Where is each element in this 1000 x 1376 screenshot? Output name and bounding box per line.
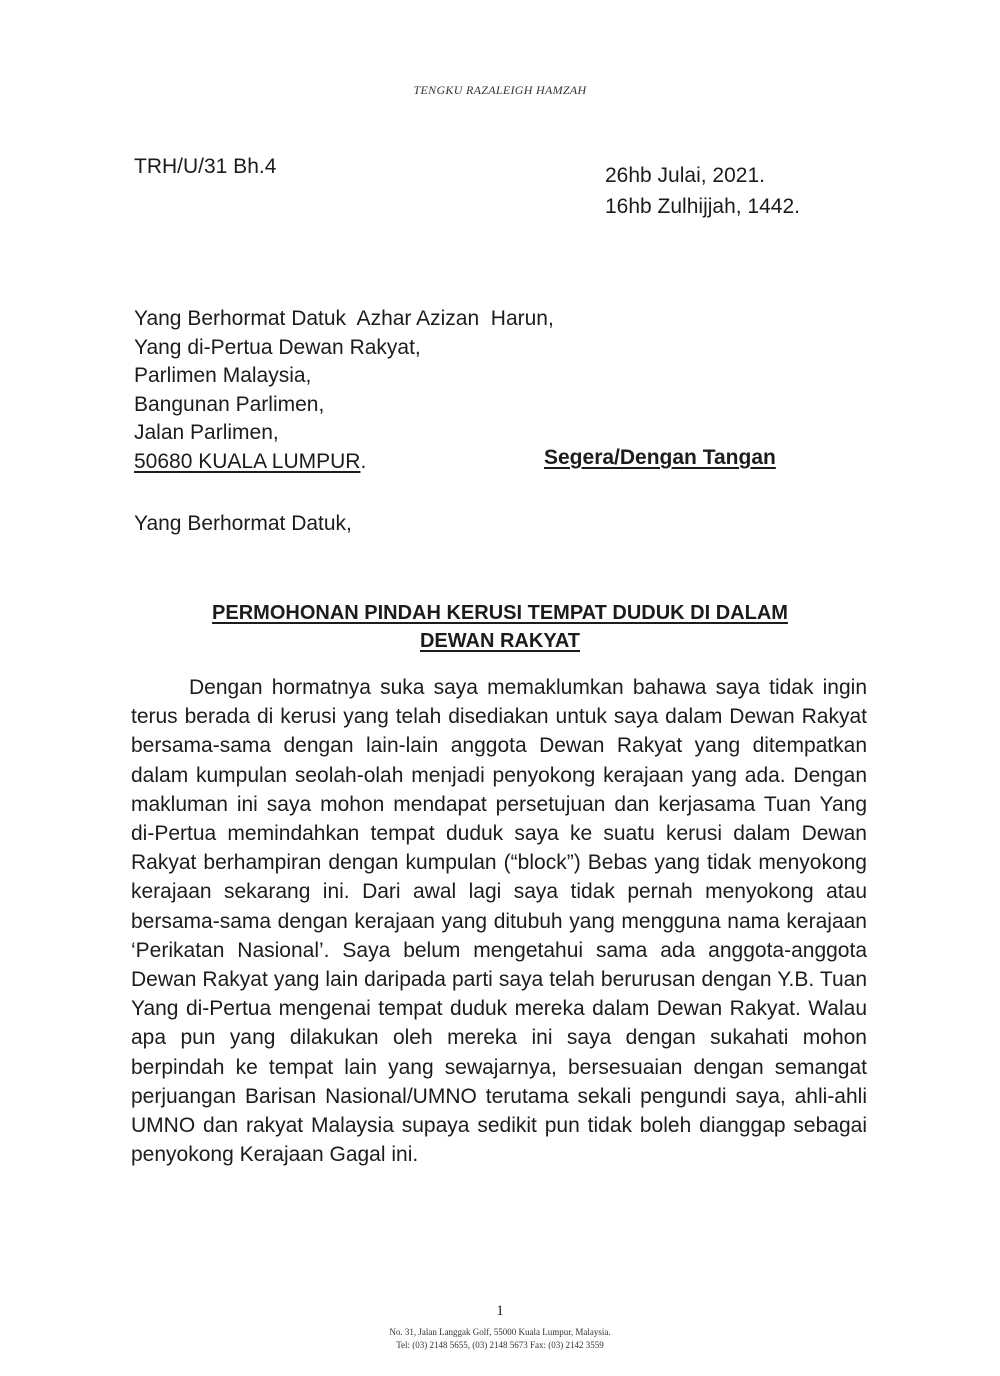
footer-contact <box>0 1326 1000 1352</box>
recipient-postcode-line <box>134 448 554 477</box>
recipient-line-1: Yang Berhormat Datuk Azhar Azizan Harun, <box>134 307 554 330</box>
recipient-postcode-city: 50680 KUALA LUMPUR <box>134 449 361 473</box>
letter-dates <box>605 160 800 222</box>
recipient-postcode-suffix: . <box>360 449 367 473</box>
recipient-line-3: Parlimen Malaysia, <box>134 364 312 387</box>
salutation: Yang Berhormat Datuk, <box>134 512 352 535</box>
delivery-note: Segera/Dengan Tangan <box>544 446 776 469</box>
recipient-line-4: Bangunan Parlimen, <box>134 392 325 416</box>
reference-number: TRH/U/31 Bh.4 <box>134 155 277 178</box>
page-number: 1 <box>496 1303 504 1319</box>
recipient-line-2: Yang di-Pertua Dewan Rakyat, <box>134 335 421 359</box>
subject-line-1: PERMOHONAN PINDAH KERUSI TEMPAT DUDUK DI DALAM <box>212 602 788 624</box>
subject-line-2: DEWAN RAKYAT <box>419 630 580 652</box>
subject-heading <box>150 599 850 655</box>
footer-address-line: No. 31, Jalan Langgak Golf, 55000 Kuala Lumpur, Malaysia. <box>389 1327 611 1337</box>
recipient-address <box>134 305 554 476</box>
body-paragraph: Dengan hormatnya suka saya memaklumkan bahawa saya tidak ingin terus berada di kerusi yang telah disediakan untuk saya dalam Dewan Rakyat bersama-sama dengan lain-lain anggota Dewan Rakyat yang ditempatkan dalam kumpulan seolah-olah menjadi penyokong kerajaan yang ada. Dengan makluman ini saya mohon mendapat persetujuan dan kerjasama Tuan Yang di-Pertua memindahkan tempat duduk saya ke suatu kerusi dalam Dewan Rakyat berhampiran dengan kumpulan (“block”) Bebas yang tidak menyokong kerajaan sekarang ini. Dari awal lagi saya tidak pernah menyokong atau bersama-sama dengan kerajaan yang ditubuh yang mengguna nama kerajaan ‘Perikatan Nasional’. Saya belum mengetahui sama ada anggota-anggota Dewan Rakyat yang lain daripada parti saya telah berurusan dengan Y.B. Tuan Yang di-Pertua mengenai tempat duduk mereka dalam Dewan Rakyat. Walau apa pun yang dilakukan oleh mereka ini saya dengan sukahati mohon berpindah ke tempat lain yang sewajarnya, bersesuaian dengan semangat perjuangan Barisan Nasional/UMNO terutama sekali pengundi saya, ahli-ahli UMNO dan rakyat Malaysia supaya sedikit pun tidak boleh dianggap sebagai penyokong Kerajaan Gagal ini. <box>131 676 867 1167</box>
footer-phone-line: Tel: (03) 2148 5655, (03) 2148 5673 Fax: (03) 2142 3559 <box>396 1340 604 1350</box>
letterhead-name: TENGKU RAZALEIGH HAMZAH <box>413 83 587 97</box>
date-hijri: 16hb Zulhijjah, 1442. <box>605 195 800 218</box>
date-gregorian: 26hb Julai, 2021. <box>605 164 765 187</box>
recipient-line-5: Jalan Parlimen, <box>134 421 279 444</box>
